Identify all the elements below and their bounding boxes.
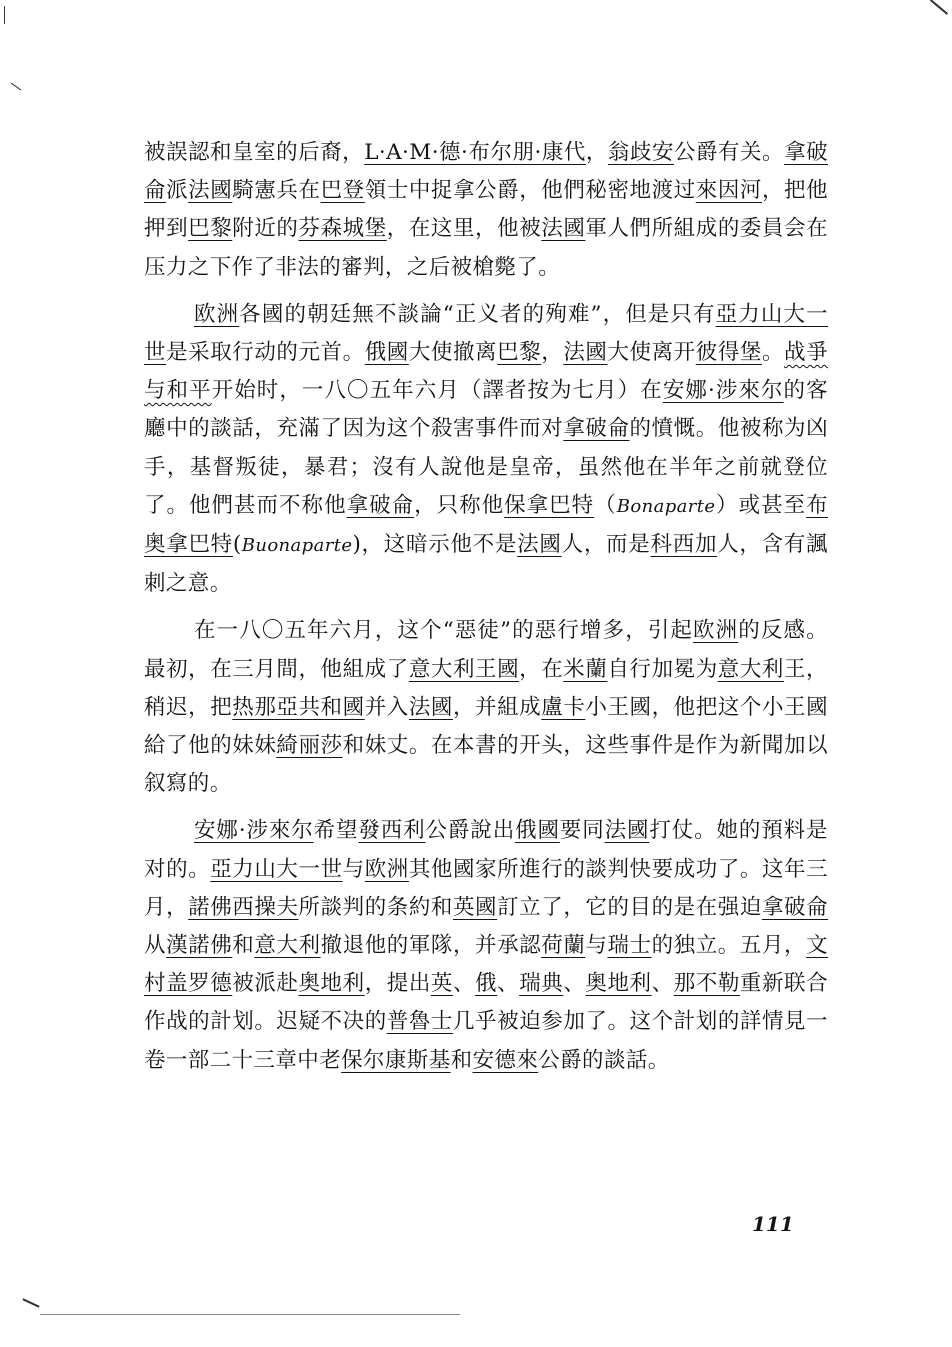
text-run: 王，稍迟，把 bbox=[144, 656, 828, 720]
text-run: 訂立了，它的目的是在强迫 bbox=[497, 894, 762, 920]
underlined-name: 芬森城堡 bbox=[298, 216, 387, 242]
page-number: 111 bbox=[752, 1212, 794, 1236]
underlined-name: 欧洲 bbox=[693, 618, 739, 644]
underlined-name: 奥地利 bbox=[298, 971, 365, 997]
underlined-name: 战爭与和平 bbox=[144, 340, 828, 404]
underlined-name: 漢諾佛 bbox=[166, 933, 233, 959]
text-run: 派 bbox=[166, 178, 189, 204]
underlined-name: 意大利王國 bbox=[408, 656, 520, 682]
text-run: 公爵說出 bbox=[425, 818, 516, 844]
text-run: 的独立。五月， bbox=[651, 933, 807, 959]
underlined-name: 法國 bbox=[517, 532, 562, 558]
text-run: 附近的 bbox=[232, 216, 299, 242]
text-run: 的反感。最初，在三月間，他組成了 bbox=[144, 618, 828, 682]
underlined-name: 彼得堡 bbox=[695, 340, 762, 366]
text-run: 开始时，一八〇五年六月（譯者按为七月）在 bbox=[211, 378, 663, 404]
underlined-name: 安娜·涉來尔 bbox=[662, 378, 784, 404]
underlined-name: 瑞典 bbox=[519, 971, 564, 997]
text-run: ，并組成 bbox=[452, 694, 542, 720]
text-run: 軍人們所組成的委員会在压力之下作了非法的審判，之后被槍斃了。 bbox=[144, 216, 828, 280]
underlined-name: 米蘭 bbox=[563, 656, 608, 682]
underlined-name: 翁歧安 bbox=[607, 140, 674, 165]
underlined-name: 法國 bbox=[188, 178, 233, 204]
text-run: 和 bbox=[232, 933, 255, 959]
underlined-name: 諾佛西操夫 bbox=[188, 894, 299, 920]
text-run: 領士中捉拿公爵，他們秘密地渡过 bbox=[364, 178, 696, 204]
underlined-name: 奥地利 bbox=[585, 971, 652, 997]
underlined-name: 荷蘭 bbox=[541, 933, 586, 959]
underlined-name: 布奥拿巴特 bbox=[144, 492, 829, 558]
underlined-name: 意大利 bbox=[717, 656, 784, 682]
text-run: ， bbox=[585, 140, 608, 165]
text-run: 被誤認和皇室的后裔， bbox=[144, 140, 365, 165]
text-run: 的客廳中的談話，充滿了因为这个殺害事件而对 bbox=[144, 378, 828, 442]
text-run: 、 bbox=[497, 971, 520, 997]
text-run: 人，而是 bbox=[561, 532, 651, 558]
text-run: 各國的朝廷無不談論“正义者的殉难”，但是只有 bbox=[239, 301, 716, 327]
underlined-name: 欧洲 bbox=[194, 301, 240, 327]
underlined-name: 綺丽莎 bbox=[276, 733, 343, 759]
text-run: 公爵有关。 bbox=[673, 140, 785, 165]
text-run: （ bbox=[594, 492, 617, 518]
underlined-name: 來因河 bbox=[695, 178, 762, 204]
text-run: 、 bbox=[452, 971, 476, 997]
underlined-name: 文村盖罗德 bbox=[144, 933, 828, 997]
text-run: 自行加冕为 bbox=[607, 656, 718, 682]
text-run: ，在这里，他被 bbox=[386, 216, 542, 242]
underlined-name: 意大利 bbox=[254, 933, 321, 959]
text-run: ，只称他 bbox=[414, 492, 505, 518]
text-run: 打仗。她的預料是对的。 bbox=[144, 818, 828, 882]
latin-term: Bonaparte bbox=[616, 495, 716, 517]
text-run: )，这暗示他不是 bbox=[352, 532, 518, 558]
text-run: 所談判的条約和 bbox=[298, 894, 453, 920]
text-run: ( bbox=[232, 532, 242, 558]
text-run: 。 bbox=[761, 340, 785, 366]
latin-term: Buonaparte bbox=[241, 535, 353, 557]
underlined-name: 發西利 bbox=[358, 818, 426, 844]
underlined-name: 亞力山大一世 bbox=[144, 301, 828, 366]
underlined-name: 科西加 bbox=[650, 532, 718, 558]
underlined-name: 拿破侖 bbox=[563, 416, 630, 442]
text-run: 、 bbox=[651, 971, 674, 997]
text-run: 是采取行动的元首。 bbox=[166, 340, 365, 366]
underlined-name: 普魯士 bbox=[386, 1009, 453, 1035]
text-run: 人，含有諷刺之意。 bbox=[144, 532, 828, 597]
text-run: 重新联合作战的計划。迟疑不决的 bbox=[144, 971, 829, 1035]
text-run: 、 bbox=[563, 971, 586, 997]
underlined-name: 拿破侖 bbox=[144, 140, 828, 204]
text-run: 大使撤离 bbox=[408, 340, 498, 366]
text-run: 与 bbox=[342, 856, 365, 882]
text-run: 和妹丈。在本書的开头，这些事件是作为新聞加以叙寫的。 bbox=[144, 733, 828, 797]
text-run: 与 bbox=[585, 933, 608, 959]
paragraph bbox=[144, 296, 828, 604]
text-run: 几乎被迫参加了。这个計划的詳情見一卷一部二十三章中老 bbox=[144, 1009, 828, 1073]
text-run: 的憤慨。他被称为凶手，基督叛徒，暴君；沒有人說他是皇帝，虽然他在半年之前就登位了。他們甚而不称他 bbox=[144, 416, 829, 518]
text-run: ，把他押到 bbox=[144, 178, 829, 242]
underlined-name: 俄國 bbox=[515, 818, 560, 844]
scan-mark-bottom-left bbox=[22, 1298, 39, 1307]
paragraph bbox=[144, 812, 828, 1079]
underlined-name: 法國 bbox=[563, 340, 608, 366]
underlined-name: 俄 bbox=[475, 971, 498, 997]
underlined-name: 那不勒 bbox=[673, 971, 740, 997]
underlined-name: 法國 bbox=[604, 818, 650, 844]
body-text bbox=[144, 134, 828, 1089]
underlined-name: 拿破侖 bbox=[346, 492, 415, 518]
underlined-name: 巴黎 bbox=[497, 340, 542, 366]
paragraph bbox=[144, 134, 828, 287]
text-run: ）或甚至 bbox=[715, 492, 807, 518]
underlined-name: 法國 bbox=[408, 694, 453, 720]
underlined-name: 保拿巴特 bbox=[504, 492, 595, 518]
text-run: 希望 bbox=[313, 818, 359, 844]
underlined-name: 热那亞共和國 bbox=[232, 694, 365, 720]
underlined-name: 英 bbox=[430, 971, 453, 997]
text-run: 从 bbox=[144, 933, 167, 959]
text-run: 撤退他的軍隊，并承認 bbox=[320, 933, 542, 959]
underlined-name: 英國 bbox=[452, 894, 498, 920]
text-run: 要同 bbox=[559, 818, 605, 844]
text-run: 和 bbox=[450, 1047, 473, 1073]
scan-edge-line bbox=[40, 1314, 460, 1315]
underlined-name: 亞力山大一世 bbox=[210, 856, 343, 882]
underlined-name: 保尔康斯基 bbox=[341, 1047, 451, 1073]
text-run: ，在 bbox=[519, 656, 564, 682]
text-run: 公爵的談話。 bbox=[538, 1047, 670, 1073]
scan-mark-top-left bbox=[4, 6, 5, 24]
underlined-name: 瑞士 bbox=[607, 933, 652, 959]
text-run: ， bbox=[541, 340, 564, 366]
text-run: 在一八〇五年六月，这个“惡徒”的惡行增多，引起 bbox=[194, 618, 694, 644]
underlined-name: L·A·M·德·布尔朋·康代 bbox=[364, 140, 586, 165]
underlined-name: 盧卡 bbox=[541, 694, 586, 720]
text-run: 其他國家所進行的談判快要成功了。这年三月， bbox=[144, 856, 828, 920]
underlined-name: 拿破侖 bbox=[761, 894, 828, 920]
underlined-name: 安娜·涉來尔 bbox=[194, 818, 314, 844]
underlined-name: 安德來 bbox=[472, 1047, 539, 1073]
paragraph bbox=[144, 612, 828, 803]
text-run: 并入 bbox=[364, 694, 409, 720]
underlined-name: 法國 bbox=[541, 216, 586, 242]
scan-mark-top-right bbox=[930, 0, 948, 15]
text-run: 騎憲兵在 bbox=[232, 178, 321, 204]
text-run: 被派赴 bbox=[232, 971, 299, 997]
underlined-name: 巴黎 bbox=[188, 216, 233, 242]
underlined-name: 俄國 bbox=[364, 340, 409, 366]
underlined-name: 巴登 bbox=[320, 178, 365, 204]
text-run: ，提出 bbox=[364, 971, 431, 997]
text-run: 大使离开 bbox=[607, 340, 696, 366]
underlined-name: 欧洲 bbox=[364, 856, 409, 882]
scan-mark-left bbox=[11, 83, 21, 91]
text-run: 小王國，他把这个小王國給了他的妹妹 bbox=[144, 694, 828, 759]
